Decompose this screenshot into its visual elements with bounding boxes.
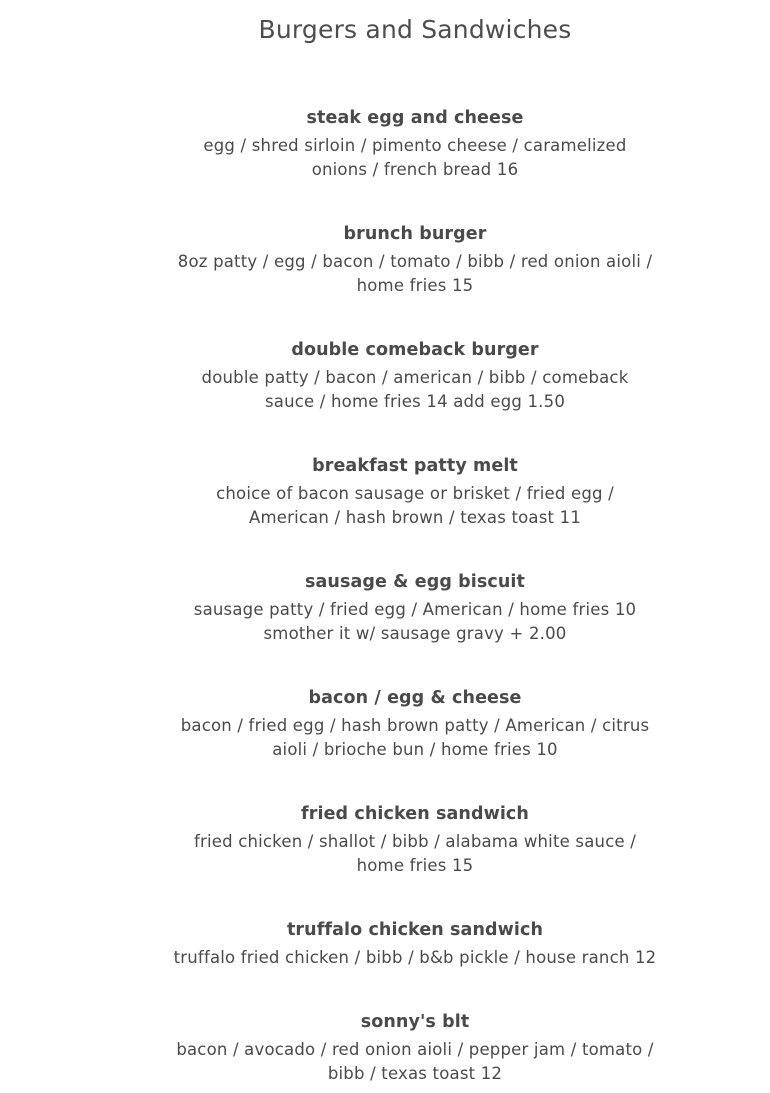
menu-item-description-line: bibb / texas toast 12 <box>327 1064 503 1083</box>
menu-item-name: bacon / egg & cheese <box>308 688 522 708</box>
menu-item-name: sonny's blt <box>360 1012 470 1032</box>
page-title: Burgers and Sandwiches <box>258 15 572 44</box>
menu-item-bacon-egg-cheese <box>160 686 670 762</box>
menu-item-brunch-burger <box>160 222 670 298</box>
menu-item-description-line: egg / shred sirloin / pimento cheese / caramelized <box>203 136 627 155</box>
menu-item-description-line: home fries 15 <box>356 276 474 295</box>
menu-item-name: sausage & egg biscuit <box>304 572 525 592</box>
menu-item-description-line: onions / french bread 16 <box>311 160 519 179</box>
menu-item-description-line: aioli / brioche bun / home fries 10 <box>272 740 558 759</box>
menu-item-sonnys-blt <box>160 1010 670 1086</box>
menu-item-name: steak egg and cheese <box>306 108 524 128</box>
menu-item-description-line: bacon / avocado / red onion aioli / pepper jam / tomato / <box>176 1040 654 1059</box>
menu-item-description-line: sauce / home fries 14 add egg 1.50 <box>264 392 566 411</box>
menu-item-name: brunch burger <box>343 224 487 244</box>
menu-item-description-line: bacon / fried egg / hash brown patty / American / citrus <box>180 716 650 735</box>
menu-item-name: breakfast patty melt <box>312 456 518 476</box>
menu-item-description-line: American / hash brown / texas toast 11 <box>248 508 582 527</box>
menu-item-description-line: home fries 15 <box>356 856 474 875</box>
menu-item-description-line: choice of bacon sausage or brisket / fried egg / <box>216 484 614 503</box>
menu-item-steak-egg-and-cheese <box>160 106 670 182</box>
menu-item-truffalo-chicken-sandwich <box>160 918 670 970</box>
menu-item-description-line: fried chicken / shallot / bibb / alabama white sauce / <box>193 832 637 851</box>
menu-item-name: fried chicken sandwich <box>301 804 529 824</box>
menu-item-breakfast-patty-melt <box>160 454 670 530</box>
menu-item-name: truffalo chicken sandwich <box>286 920 544 940</box>
menu-item-double-comeback-burger <box>160 338 670 414</box>
menu-item-name: double comeback burger <box>291 340 539 360</box>
menu-item-description-line: sausage patty / fried egg / American / home fries 10 <box>193 600 637 619</box>
menu-item-sausage-egg-biscuit <box>160 570 670 646</box>
menu-item-fried-chicken-sandwich <box>160 802 670 878</box>
menu-item-description-line: truffalo fried chicken / bibb / b&b pickle / house ranch 12 <box>173 948 657 967</box>
menu-item-description-line: double patty / bacon / american / bibb / comeback <box>201 368 629 387</box>
menu-item-description-line: 8oz patty / egg / bacon / tomato / bibb / red onion aioli / <box>177 252 653 271</box>
menu-item-description-line: smother it w/ sausage gravy + 2.00 <box>263 624 567 643</box>
